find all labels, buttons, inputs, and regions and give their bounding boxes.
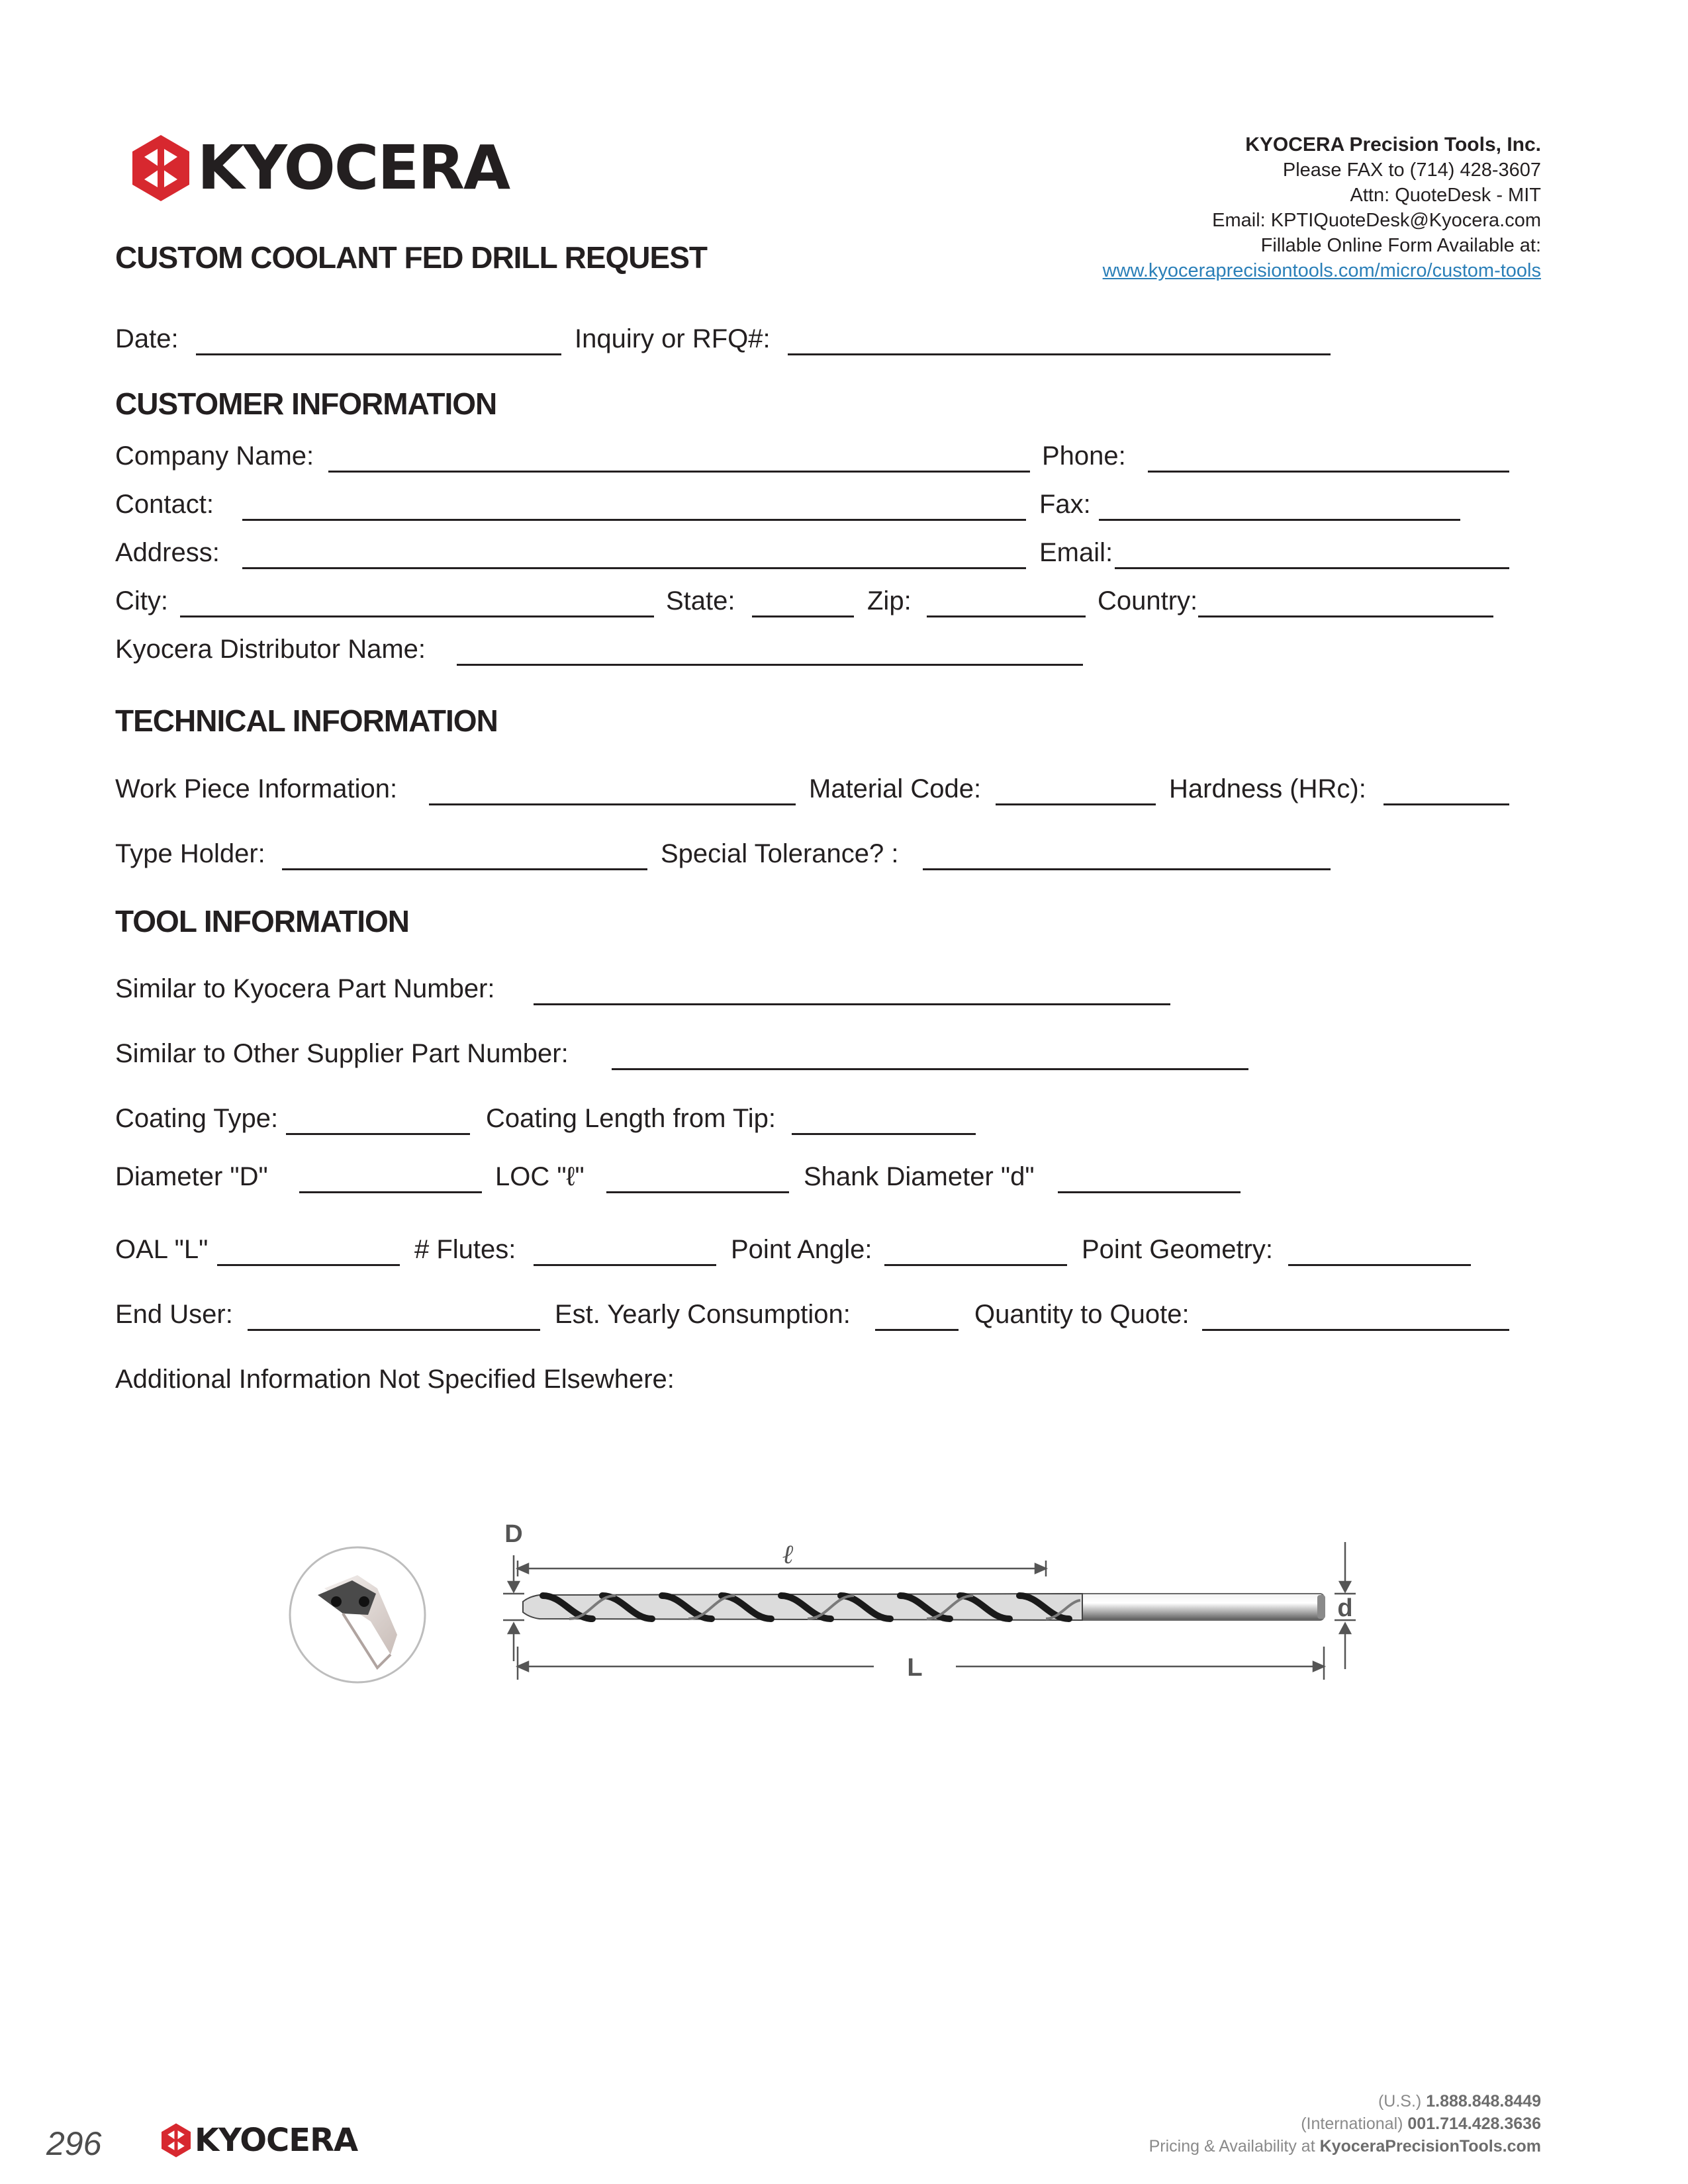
shank-diameter-label: Shank Diameter "d" bbox=[804, 1162, 1035, 1191]
email-line: Email: KPTIQuoteDesk@Kyocera.com bbox=[1212, 210, 1541, 231]
special-tolerance-label: Special Tolerance? : bbox=[661, 839, 899, 868]
type-holder-label: Type Holder: bbox=[115, 839, 265, 868]
drill-diagram bbox=[278, 1502, 1390, 1701]
similar-kyocera-field[interactable] bbox=[534, 974, 1170, 1005]
phone-field[interactable] bbox=[1148, 441, 1509, 473]
diagram-label-d: d bbox=[1337, 1594, 1353, 1622]
footer-contact-block bbox=[1149, 2090, 1541, 2158]
zip-field[interactable] bbox=[927, 586, 1086, 617]
phone-label: Phone: bbox=[1042, 441, 1126, 471]
contact-field[interactable] bbox=[242, 490, 1026, 521]
work-piece-field[interactable] bbox=[429, 774, 796, 805]
fillable-form-note: Fillable Online Form Available at: bbox=[1260, 235, 1541, 256]
drill-tip-closeup bbox=[290, 1547, 425, 1682]
diameter-label: Diameter "D" bbox=[115, 1162, 268, 1191]
est-yearly-field[interactable] bbox=[875, 1300, 959, 1331]
oal-field[interactable] bbox=[217, 1235, 400, 1266]
hardness-label: Hardness (HRc): bbox=[1169, 774, 1366, 803]
coating-length-label: Coating Length from Tip: bbox=[486, 1104, 776, 1133]
company-name-field[interactable] bbox=[328, 441, 1030, 473]
loc-label: LOC "ℓ" bbox=[495, 1162, 585, 1191]
country-label: Country: bbox=[1098, 586, 1198, 615]
tool-info-heading: TOOL INFORMATION bbox=[115, 904, 409, 938]
point-geometry-label: Point Geometry: bbox=[1082, 1235, 1274, 1264]
city-label: City: bbox=[115, 586, 168, 615]
quantity-field[interactable] bbox=[1202, 1300, 1509, 1331]
attn-line: Attn: QuoteDesk - MIT bbox=[1350, 185, 1541, 206]
type-holder-field[interactable] bbox=[282, 839, 647, 870]
city-field[interactable] bbox=[180, 586, 654, 617]
inquiry-field[interactable] bbox=[788, 324, 1331, 355]
additional-info-label: Additional Information Not Specified Elsewhere: bbox=[115, 1365, 675, 1394]
company-name-label: Company Name: bbox=[115, 441, 314, 471]
footer-kyocera-logo bbox=[162, 2122, 357, 2159]
point-angle-field[interactable] bbox=[884, 1235, 1067, 1266]
quantity-label: Quantity to Quote: bbox=[974, 1300, 1190, 1329]
us-label: (U.S.) bbox=[1378, 2092, 1422, 2111]
email-field[interactable] bbox=[1115, 538, 1509, 569]
address-label: Address: bbox=[115, 538, 220, 567]
diameter-field[interactable] bbox=[299, 1162, 482, 1193]
intl-label: (International) bbox=[1301, 2115, 1403, 2133]
company-name: KYOCERA Precision Tools, Inc. bbox=[1245, 134, 1541, 156]
form-title: CUSTOM COOLANT FED DRILL REQUEST bbox=[115, 240, 707, 275]
coating-type-label: Coating Type: bbox=[115, 1104, 279, 1133]
diagram-label-D: D bbox=[504, 1520, 523, 1548]
inquiry-label: Inquiry or RFQ#: bbox=[575, 324, 771, 353]
contact-label: Contact: bbox=[115, 490, 214, 519]
state-label: State: bbox=[666, 586, 735, 615]
zip-label: Zip: bbox=[867, 586, 912, 615]
similar-other-label: Similar to Other Supplier Part Number: bbox=[115, 1039, 569, 1068]
diagram-label-loc: ℓ bbox=[782, 1539, 794, 1570]
kyocera-logo-icon bbox=[132, 135, 189, 201]
est-yearly-label: Est. Yearly Consumption: bbox=[555, 1300, 851, 1329]
similar-kyocera-label: Similar to Kyocera Part Number: bbox=[115, 974, 495, 1003]
point-angle-label: Point Angle: bbox=[731, 1235, 872, 1264]
drill-body bbox=[523, 1594, 1325, 1620]
fax-field[interactable] bbox=[1099, 490, 1460, 521]
technical-info-heading: TECHNICAL INFORMATION bbox=[115, 704, 498, 738]
page-number: 296 bbox=[46, 2125, 102, 2162]
date-label: Date: bbox=[115, 324, 179, 353]
fax-instruction: Please FAX to (714) 428-3607 bbox=[1282, 159, 1541, 181]
email-label: Email: bbox=[1039, 538, 1113, 567]
state-field[interactable] bbox=[752, 586, 854, 617]
diagram-label-L: L bbox=[907, 1654, 923, 1682]
special-tolerance-field[interactable] bbox=[923, 839, 1331, 870]
end-user-field[interactable] bbox=[248, 1300, 540, 1331]
end-user-label: End User: bbox=[115, 1300, 233, 1329]
hardness-field[interactable] bbox=[1383, 774, 1509, 805]
oal-label: OAL "L" bbox=[115, 1235, 209, 1264]
shank-diameter-field[interactable] bbox=[1058, 1162, 1241, 1193]
kyocera-logo bbox=[132, 132, 509, 203]
footer-kyocera-logo-text: KYOCERA bbox=[195, 2122, 358, 2159]
work-piece-label: Work Piece Information: bbox=[115, 774, 398, 803]
kyocera-logo-text: KYOCERA bbox=[197, 132, 510, 203]
material-code-field[interactable] bbox=[996, 774, 1156, 805]
loc-field[interactable] bbox=[606, 1162, 789, 1193]
material-code-label: Material Code: bbox=[809, 774, 982, 803]
date-field[interactable] bbox=[196, 324, 561, 355]
footer-kyocera-logo-icon bbox=[162, 2123, 191, 2158]
distributor-label: Kyocera Distributor Name: bbox=[115, 635, 426, 664]
flutes-label: # Flutes: bbox=[414, 1235, 516, 1264]
fax-label: Fax: bbox=[1039, 490, 1091, 519]
address-field[interactable] bbox=[242, 538, 1026, 569]
coating-type-field[interactable] bbox=[286, 1104, 470, 1135]
distributor-field[interactable] bbox=[457, 635, 1083, 666]
flutes-field[interactable] bbox=[534, 1235, 716, 1266]
country-field[interactable] bbox=[1198, 586, 1493, 617]
pricing-site[interactable]: KyoceraPrecisionTools.com bbox=[1319, 2137, 1541, 2156]
custom-tools-link[interactable]: www.kyoceraprecisiontools.com/micro/custom-tools bbox=[1102, 260, 1541, 281]
customer-info-heading: CUSTOMER INFORMATION bbox=[115, 387, 497, 421]
us-phone: 1.888.848.8449 bbox=[1426, 2092, 1541, 2111]
intl-phone: 001.714.428.3636 bbox=[1407, 2115, 1541, 2133]
coating-length-field[interactable] bbox=[792, 1104, 976, 1135]
pricing-label: Pricing & Availability at bbox=[1149, 2137, 1315, 2156]
company-contact-block bbox=[1103, 132, 1541, 283]
point-geometry-field[interactable] bbox=[1288, 1235, 1471, 1266]
similar-other-field[interactable] bbox=[612, 1039, 1248, 1070]
